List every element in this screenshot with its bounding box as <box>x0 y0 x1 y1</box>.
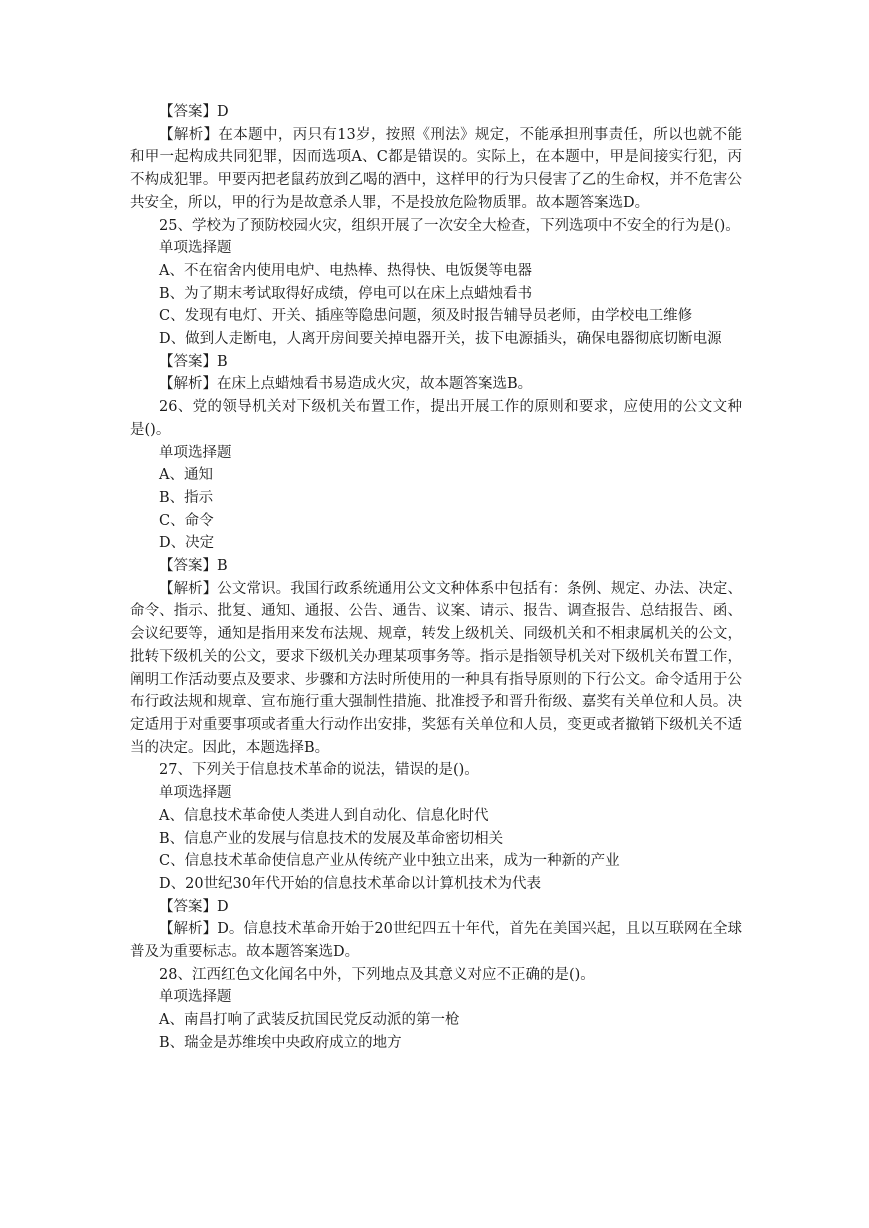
document-page <box>130 101 742 1055</box>
answer-line: 【答案】B <box>159 353 228 370</box>
option-a: A、通知 <box>159 467 213 484</box>
option-b: B、信息产业的发展与信息技术的发展及革命密切相关 <box>159 830 504 847</box>
analysis-paragraph: 【解析】公文常识。我国行政系统通用公文文种体系中包括有：条例、规定、办法、决定、命令、指示、批复、通知、通报、公告、通告、议案、请示、报告、调查报告、总结报告、函、会议纪要等，通知是指用来发布法规、规章，转发上级机关、同级机关和不相隶属机关的公文，批转下级机关的公文，要求下级机关办理某项事务等。指示是指领导机关对下级机关布置工作，阐明工作活动要点及要求、步骤和方法时所使用的一种具有指导原则的下行公文。命令适用于公布行政法规和规章、宣布施行重大强制性措施、批准授予和晋升衔级、嘉奖有关单位和人员。决定适用于对重要事项或者重大行动作出安排，奖惩有关单位和人员，变更或者撤销下级机关不适当的决定。因此，本题选择B。 <box>130 580 742 756</box>
option-d: D、决定 <box>159 535 215 552</box>
question-26: 26、党的领导机关对下级机关布置工作，提出开展工作的原则和要求，应使用的公文文种是()。 <box>130 399 742 438</box>
analysis-paragraph: 【解析】D。信息技术革命开始于20世纪四五十年代，首先在美国兴起，且以互联网在全球普及为重要标志。故本题答案选D。 <box>130 921 742 961</box>
option-d: D、做到人走断电，人离开房间要关掉电器开关，拔下电源插头，确保电器彻底切断电源 <box>159 331 722 348</box>
question-type: 单项选择题 <box>159 240 232 257</box>
option-d: D、20世纪30年代开始的信息技术革命以计算机技术为代表 <box>159 875 542 892</box>
answer-line: 【答案】D <box>159 898 229 915</box>
answer-line: 【答案】D <box>159 104 229 120</box>
option-b: B、为了期末考试取得好成绩，停电可以在床上点蜡烛看书 <box>159 285 533 302</box>
option-c: C、发现有电灯、开关、插座等隐患问题，须及时报告辅导员老师，由学校电工维修 <box>159 308 693 325</box>
option-c: C、信息技术革命使信息产业从传统产业中独立出来，成为一种新的产业 <box>159 853 620 870</box>
question-type: 单项选择题 <box>159 785 232 802</box>
option-a: A、南昌打响了武装反抗国民党反动派的第一枪 <box>159 1012 460 1029</box>
option-a: A、不在宿舍内使用电炉、电热棒、热得快、电饭煲等电器 <box>159 262 532 279</box>
question-type: 单项选择题 <box>159 444 232 461</box>
analysis-paragraph: 【解析】在床上点蜡烛看书易造成火灾，故本题答案选B。 <box>159 376 533 393</box>
option-b: B、瑞金是苏维埃中央政府成立的地方 <box>159 1034 402 1051</box>
option-c: C、命令 <box>159 512 214 529</box>
question-28: 28、江西红色文化闻名中外，下列地点及其意义对应不正确的是()。 <box>159 966 595 983</box>
question-type: 单项选择题 <box>159 989 232 1006</box>
question-25: 25、学校为了预防校园火灾，组织开展了一次安全大检查，下列选项中不安全的行为是()。 <box>159 217 740 234</box>
option-a: A、信息技术革命使人类进人到自动化、信息化时代 <box>159 807 489 824</box>
analysis-paragraph: 【解析】在本题中，丙只有13岁，按照《刑法》规定，不能承担刑事责任，所以也就不能和甲一起构成共同犯罪，因而选项A、C都是错误的。实际上，在本题中，甲是间接实行犯，丙不构成犯罪。甲要丙把老鼠药放到乙喝的酒中，这样甲的行为只侵害了乙的生命权，并不危害公共安全，所以，甲的行为是故意杀人罪，不是投放危险物质罪。故本题答案选D。 <box>130 126 742 211</box>
answer-line: 【答案】B <box>159 558 228 575</box>
option-b: B、指示 <box>159 489 214 506</box>
question-27: 27、下列关于信息技术革命的说法，错误的是()。 <box>159 762 479 779</box>
